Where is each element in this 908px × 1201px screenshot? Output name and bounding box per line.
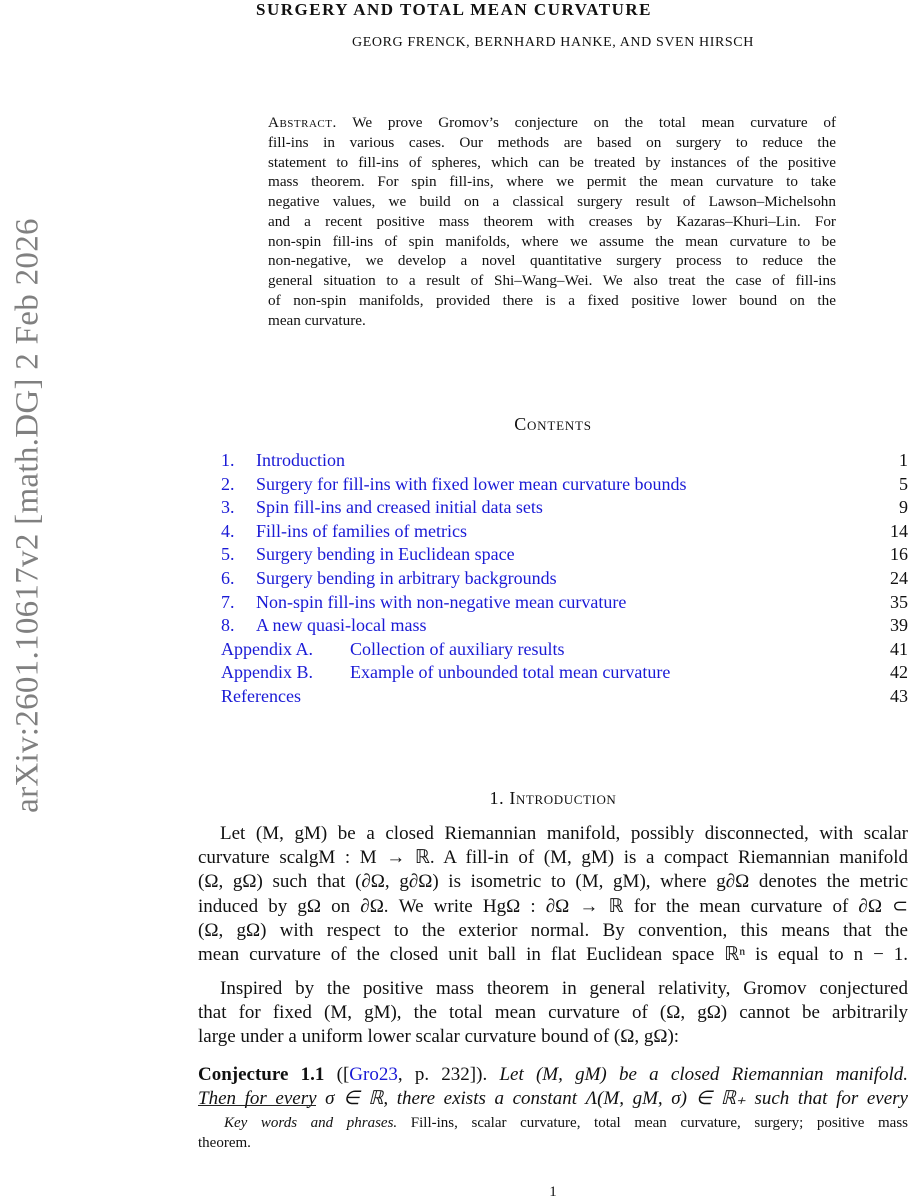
toc-page-number: 14 (890, 520, 908, 541)
toc-number: 2. (221, 473, 235, 494)
toc-label: Surgery bending in Euclidean space (256, 544, 515, 565)
toc-link[interactable] (221, 661, 670, 685)
toc-number: 7. (221, 591, 235, 612)
toc-number: Appendix B. (221, 662, 313, 683)
toc-number: 1. (221, 450, 235, 470)
abstract-line: Abstract. We prove Gromov’s conjecture on the total mean curvature of (268, 114, 837, 131)
toc-number: 3. (221, 497, 235, 518)
toc-link[interactable] (221, 614, 426, 638)
toc-label: Introduction (256, 450, 345, 470)
text-line: theorem. (198, 1135, 251, 1151)
toc-page-number: 43 (890, 685, 908, 706)
toc-label: Surgery bending in arbitrary backgrounds (256, 567, 557, 588)
toc-page-number: 5 (899, 473, 908, 494)
abstract-line: non-negative, we develop a novel quantitative surgery process to reduce the (268, 252, 836, 270)
toc-number: 6. (221, 567, 235, 588)
toc-number: 5. (221, 544, 235, 565)
toc-link[interactable] (221, 638, 564, 662)
text-line: (Ω, gΩ) such that (∂Ω, g∂Ω) is isometric to (M, gM), where g∂Ω denotes the metric (198, 871, 908, 893)
toc-page-number: 35 (890, 591, 908, 612)
abstract-line: negative values, we build on a classical surgery result of Lawson–Michelsohn (268, 193, 836, 210)
page-number: 1 (549, 1184, 557, 1200)
toc-label: Example of unbounded total mean curvature (350, 662, 671, 683)
text-line: induced by gΩ on ∂Ω. We write HgΩ : ∂Ω → ℝ for the mean curvature of ∂Ω ⊂ (198, 895, 908, 917)
text-line: Conjecture 1.1 ([Gro23, p. 232]). Let (M, gM) be a closed Riemannian manifold. (198, 1064, 908, 1085)
toc-entry (221, 496, 908, 520)
abstract-line: fill-ins in various cases. Our methods are based on surgery to reduce the (268, 133, 836, 151)
toc-entry (221, 520, 908, 544)
toc-page-number: 9 (899, 497, 908, 518)
toc-entry (221, 473, 908, 497)
toc-page-number: 24 (890, 567, 908, 588)
table-of-contents (221, 449, 908, 709)
section-heading: 1. Introduction (489, 788, 617, 808)
abstract-line: non-spin fill-ins of spin manifolds, where we assume the mean curvature to be (268, 232, 836, 250)
paper-authors: GEORG FRENCK, BERNHARD HANKE, AND SVEN HIRSCH (352, 35, 754, 50)
toc-label: Surgery for fill-ins with fixed lower mean curvature bounds (256, 473, 687, 494)
abstract-line: mean curvature. (268, 311, 366, 329)
toc-link[interactable] (221, 496, 543, 520)
conjecture-label: Conjecture 1.1 (198, 1064, 325, 1085)
text-line: Key words and phrases. Fill-ins, scalar curvature, total mean curvature, surgery; positive mass (224, 1115, 908, 1131)
toc-number: 8. (221, 615, 235, 636)
toc-link[interactable] (221, 685, 301, 709)
toc-label: References (221, 685, 301, 706)
text-line: Let (M, gM) be a closed Riemannian manifold, possibly disconnected, with scalar (220, 823, 908, 844)
toc-entry (221, 543, 908, 567)
toc-link[interactable] (221, 543, 515, 567)
toc-number: Appendix A. (221, 638, 313, 659)
text-line: curvature scalgM : M → ℝ. A fill-in of (M, gM) is a compact Riemannian manifold (198, 847, 908, 869)
abstract-line: and a recent positive mass theorem with creases by Kazaras–Khuri–Lin. For (268, 212, 836, 230)
toc-page-number: 42 (890, 662, 908, 683)
toc-label: Fill-ins of families of metrics (256, 520, 467, 541)
text-line: mean curvature of the closed unit ball in flat Euclidean space ℝⁿ is equal to n − 1. (198, 944, 908, 966)
text-line: that for fixed (M, gM), the total mean curvature of (Ω, gΩ) cannot be arbitrarily (198, 1002, 908, 1024)
toc-entry (221, 685, 908, 709)
intro-paragraph-1 (198, 822, 908, 967)
toc-page-number: 1 (899, 450, 908, 470)
arxiv-identifier-stamp: arXiv:2601.10617v2 [math.DG] 2 Feb 2026 (9, 218, 46, 813)
abstract-line: general situation to a result of Shi–Wang–Wei. We also treat the case of fill-ins (268, 272, 836, 289)
toc-link[interactable] (221, 449, 345, 473)
toc-link[interactable] (221, 591, 626, 615)
abstract-line: statement to fill-ins of spheres, which can be treated by instances of the positive (268, 153, 836, 171)
abstract-line: mass theorem. For spin fill-ins, where we permit the mean curvature to take (268, 173, 836, 191)
abstract (268, 113, 836, 330)
toc-link[interactable] (221, 567, 557, 591)
footnote (198, 1113, 908, 1153)
footnote-divider (198, 1105, 316, 1106)
toc-label: A new quasi-local mass (256, 615, 427, 636)
citation-link-gro23[interactable]: Gro23 (349, 1064, 398, 1085)
text-line: Then for every σ ∈ ℝ, there exists a constant Λ(M, gM, σ) ∈ ℝ₊ such that for every (198, 1088, 908, 1110)
toc-entry (221, 567, 908, 591)
toc-entry (221, 661, 908, 685)
toc-entry (221, 638, 908, 662)
text-line: (Ω, gΩ) with respect to the exterior normal. By convention, this means that the (198, 919, 908, 941)
intro-paragraph-2 (198, 977, 908, 1050)
text-line: Inspired by the positive mass theorem in general relativity, Gromov conjectured (220, 978, 908, 999)
abstract-label: Abstract. (268, 114, 337, 131)
toc-label: Collection of auxiliary results (350, 638, 565, 659)
toc-number: 4. (221, 520, 235, 541)
contents-heading: Contents (514, 414, 592, 434)
toc-page-number: 39 (890, 615, 908, 636)
toc-page-number: 41 (890, 638, 908, 659)
abstract-line: of non-spin manifolds, provided there is a fixed positive lower bound on the (268, 291, 836, 309)
toc-entry (221, 591, 908, 615)
toc-entry (221, 449, 908, 473)
toc-link[interactable] (221, 520, 467, 544)
toc-link[interactable] (221, 473, 687, 497)
toc-entry (221, 614, 908, 638)
toc-label: Spin fill-ins and creased initial data sets (256, 497, 543, 518)
text-line: large under a uniform lower scalar curvature bound of (Ω, gΩ): (198, 1026, 680, 1048)
toc-label: Non-spin fill-ins with non-negative mean curvature (256, 591, 627, 612)
toc-page-number: 16 (890, 544, 908, 565)
paper-title: SURGERY AND TOTAL MEAN CURVATURE (256, 0, 652, 19)
